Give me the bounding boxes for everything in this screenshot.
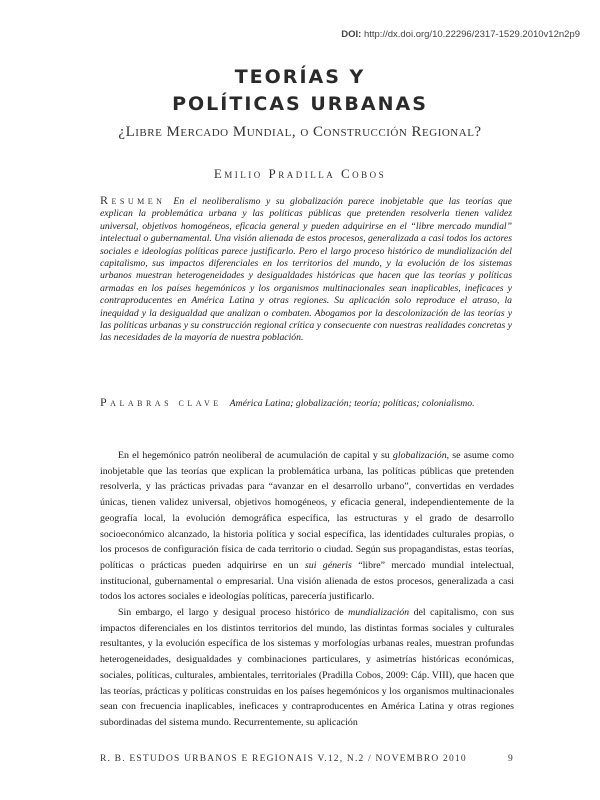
body-paragraph-1	[100, 448, 514, 605]
abstract-label: Resumen	[100, 193, 166, 207]
page-number: 9	[508, 754, 514, 764]
page-footer	[100, 754, 514, 764]
keywords-text: América Latina; globalización; teoría; políticas; colonialismo.	[229, 398, 475, 409]
body-text	[100, 448, 514, 731]
body-p2-emphasis-1: mundialización	[348, 607, 410, 619]
doi-line	[341, 29, 580, 40]
body-paragraph-2	[100, 605, 514, 731]
body-p1-emphasis-2: sui géneris	[304, 559, 352, 571]
body-p1-text-b: , se asume como inobjetable que las teorías que explican la problemática urbana, las políticas públicas que pretenden resolverla, y las prácticas privadas para “avanzar en el desarrollo urbano”, convertidas en verdades únicas, tienen validez universal, objetivos homogéneos, y eficacia general, independientemente de la geografía local, la evolución demográfica específica, las estructuras y el grado de desarrollo socioeconómico alcanzado, la historia política y social específica, las identidades culturales propias, o los procesos de configuración física de cada territorio o ciudad. Según sus propagandistas, estas teorías, políticas o prácticas pueden adquirirse en un	[100, 450, 514, 571]
keywords	[100, 396, 512, 410]
article-subtitle: ¿Libre Mercado Mundial, o Construcción Regional?	[118, 124, 482, 140]
article-title-line-2: POLÍTICAS URBANAS	[172, 93, 428, 115]
keywords-label: Palabras clave	[100, 395, 222, 409]
abstract	[100, 194, 512, 345]
article-title-line-1: TEORÍAS Y	[234, 66, 366, 88]
body-p1-text-a: En el hegemónico patrón neoliberal de acumulación de capital y su	[118, 450, 393, 461]
doi-label: DOI:	[341, 29, 362, 40]
doi-link[interactable]: http://dx.doi.org/10.22296/2317-1529.2010v12n2p9	[363, 29, 580, 40]
body-p2-text-b: del capitalismo, con sus impactos diferenciales en los distintos territorios del mundo, las distintas formas sociales y culturales resultantes, y la evolución específica de los sistemas y morfologías urbanas reales, muestran profundas heterogeneidades, desigualdades y combinaciones particulares, y asimetrías históricas económicas, sociales, políticas, culturales, ambientales, territoriales (Pradilla Cobos, 2009: Cáp. VIII), que hacen que las teorías, prácticas y políticas construidas en los países hegemónicos y los organismos multinacionales sean con frecuencia inaplicables, ineficaces y contraproducentes en América Latina y otras regiones subordinadas del sistema mundo. Recurrentemente, su aplicación	[100, 607, 515, 728]
body-p1-text-c: “libre” mercado mundial intelectual, institucional, gubernamental o empresarial. Una visión alienada de estos procesos, generalizada a casi todos los actores sociales e ideologías políticas, parecería justificarlo.	[100, 559, 514, 603]
author-name: Emilio Pradilla Cobos	[213, 166, 387, 181]
abstract-text: En el neoliberalismo y su globalización parece inobjetable que las teorías que explican la problemática urbana y las políticas públicas que pretenden resolverla tienen validez universal, objetivos homogéneos, eficacia general y pueden adquirirse en el “libre mercado mundial” intelectual o gubernamental. Una visión alienada de estos procesos, generalizada a casi todos los actores sociales e ideologías políticas parece justificarlo. Pero el largo proceso histórico de mundialización del capitalismo, sus impactos diferenciales en los territorios del mundo, y la evolución de los sistemas urbanos muestran heterogeneidades y desigualdades históricas que hacen que las teorías y políticas armadas en los países hegemónicos y los organismos multinacionales sean inaplicables, ineficaces y contraproducentes en América Latina y otras regiones. Su aplicación solo reproduce el atraso, la inequidad y la desigualdad que analizan o combaten. Abogamos por la descolonización de las teorías y las políticas urbanas y su construcción regional crítica y consecuente con nuestras realidades concretas y las necesidades de la mayoría de nuestra población.	[100, 196, 512, 344]
journal-citation: R. B. ESTUDOS URBANOS E REGIONAIS V.12, N.2 / NOVEMBRO 2010	[100, 754, 467, 764]
body-p2-text-a: Sin embargo, el largo y desigual proceso histórico de	[118, 607, 349, 619]
body-p1-emphasis-1: globalización	[392, 450, 447, 461]
